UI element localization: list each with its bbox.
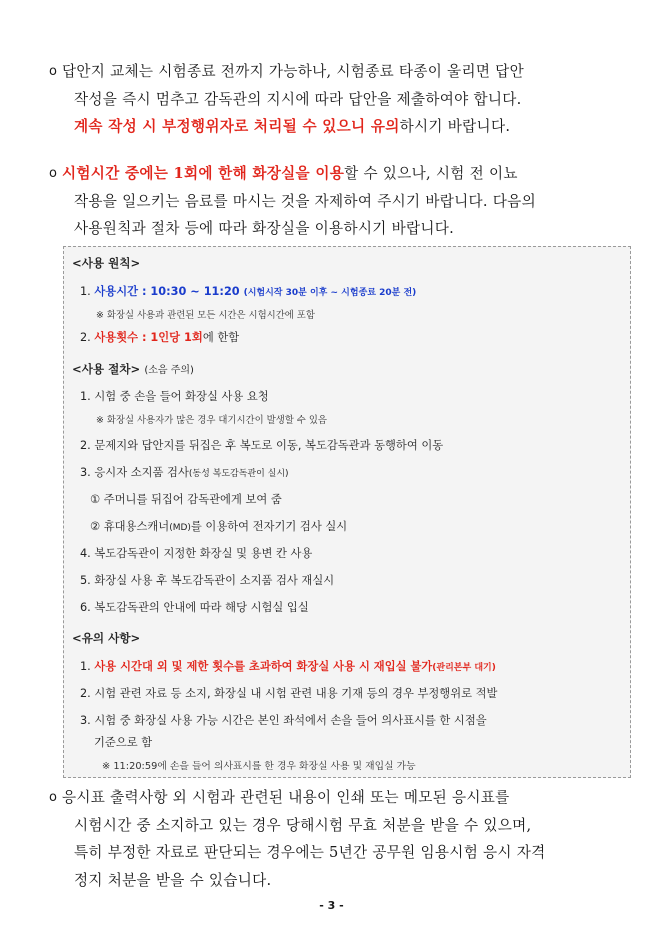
paragraph-line: 사용원칙과 절차 등에 따라 화장실을 이용하시기 바랍니다. (74, 220, 455, 237)
caution-item-3-cont: 기준으로 함 (94, 736, 153, 749)
warning-text: 계속 작성 시 부정행위자로 처리될 수 있으니 유의 (74, 118, 400, 135)
paragraph-line: 답안지 교체는 시험종료 전까지 가능하나, 시험종료 타종이 울리면 답안 (62, 63, 524, 80)
principle-title: <사용 원칙> (72, 256, 141, 270)
procedure-step-4: 4. 복도감독관이 지정한 화장실 및 용변 칸 사용 (80, 547, 313, 560)
caution-item-1: 1. 사용 시간대 외 및 제한 횟수를 초과하여 화장실 사용 시 재입실 불가(관리본부 대기) (80, 660, 496, 673)
paragraph-line: 작용을 일으키는 음료를 마시는 것을 자제하여 주시기 바랍니다. 다음의 (74, 192, 536, 210)
procedure-step-5: 5. 화장실 사용 후 복도감독관이 소지품 검사 재실시 (80, 574, 335, 587)
caution-item-3: 3. 시험 중 화장실 사용 가능 시간은 본인 좌석에서 손을 들어 의사표시를 한 시점을 (80, 714, 487, 727)
procedure-title: <사용 절차> (소음 주의) (72, 362, 194, 376)
restroom-rules-box (63, 246, 631, 778)
caution-title: <유의 사항> (72, 631, 141, 645)
paragraph-line: 시험시간 중 소지하고 있는 경우 당해시험 무효 처분을 받을 수 있으며, (74, 816, 532, 834)
bullet-marker: o (49, 790, 58, 805)
paragraph-line: 시험시간 중에는 1회에 한해 화장실을 이용할 수 있으나, 시험 전 이뇨 (62, 165, 518, 182)
principle-item-time: 1. 사용시간 : 10:30 ~ 11:20 (시험시작 30분 이후 ~ 시험종료 20분 전) (80, 285, 417, 298)
page-number: - 3 - (319, 899, 344, 912)
paragraph-restroom (49, 160, 637, 243)
bullet-marker: o (49, 64, 58, 79)
principle-item-count: 2. 사용횟수 : 1인당 1회에 한함 (80, 331, 240, 344)
paragraph-line: 응시표 출력사항 외 시험과 관련된 내용이 인쇄 또는 메모된 응시표를 (62, 789, 510, 806)
time-label: 사용시간 : 10:30 ~ 11:20 (시험시작 30분 이후 ~ 시험종료 20분 전) (94, 285, 417, 298)
warning-text: 시험시간 중에는 1회에 한해 화장실을 이용 (62, 165, 345, 182)
bullet-marker: o (49, 166, 58, 181)
paragraph-line: 특히 부정한 자료로 판단되는 경우에는 5년간 공무원 임용시험 응시 자격 (74, 844, 546, 861)
procedure-step-3: 3. 응시자 소지품 검사(동성 복도감독관이 실시) (80, 466, 289, 479)
procedure-step-3b: ② 휴대용스캐너(MD)를 이용하여 전자기기 검사 실시 (90, 520, 348, 533)
paragraph-line: 계속 작성 시 부정행위자로 처리될 수 있으니 유의하시기 바랍니다. (74, 118, 511, 135)
procedure-step-2: 2. 문제지와 답안지를 뒤집은 후 복도로 이동, 복도감독관과 동행하여 이동 (80, 439, 444, 452)
procedure-step-6: 6. 복도감독관의 안내에 따라 해당 시험실 입실 (80, 601, 309, 614)
procedure-note: ※ 화장실 사용자가 많은 경우 대기시간이 발생할 수 있음 (96, 415, 327, 426)
paragraph-admission-ticket (49, 784, 637, 894)
procedure-step-3a: ① 주머니를 뒤집어 감독관에게 보여 줌 (90, 493, 282, 506)
paragraph-line: 작성을 즉시 멈추고 감독관의 지시에 따라 답안을 제출하여야 합니다. (74, 90, 522, 108)
paragraph-answer-sheet (49, 58, 637, 141)
caution-note: ※ 11:20:59에 손을 들어 의사표시를 한 경우 화장실 사용 및 재입실 가능 (102, 761, 416, 772)
principle-note: ※ 화장실 사용과 관련된 모든 시간은 시험시간에 포함 (96, 310, 315, 321)
procedure-step-1: 1. 시험 중 손을 들어 화장실 사용 요청 (80, 390, 269, 403)
paragraph-line: 정지 처분을 받을 수 있습니다. (74, 871, 272, 889)
caution-item-2: 2. 시험 관련 자료 등 소지, 화장실 내 시험 관련 내용 기재 등의 경우 부정행위로 적발 (80, 687, 498, 700)
